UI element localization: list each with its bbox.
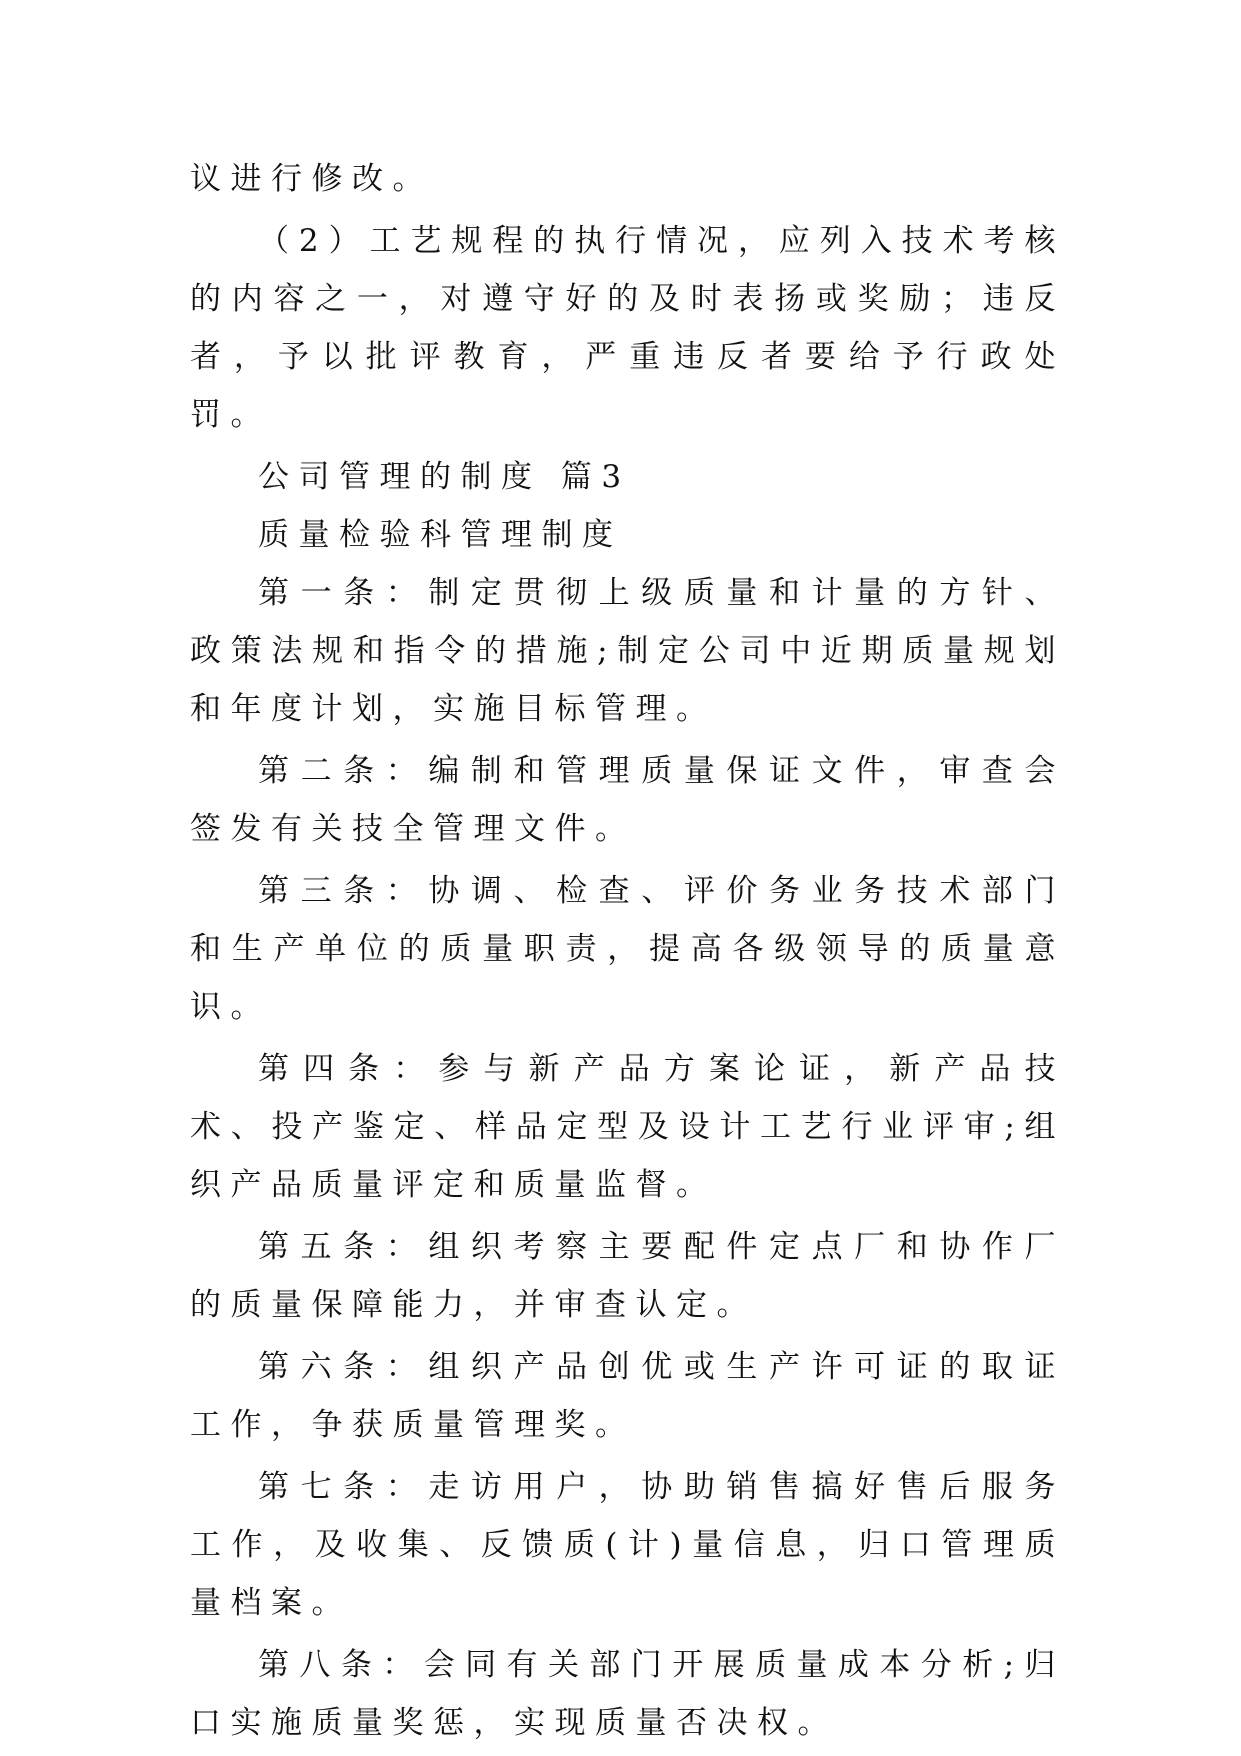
paragraph-continuation: 议进行修改。	[190, 161, 433, 197]
section-heading-company-rules: 公司管理的制度 篇3	[258, 459, 631, 495]
article-3: 第三条：协调、检查、评价务业务技术部门和生产单位的质量职责，提高各级领导的质量意识。	[190, 873, 1065, 1025]
article-2: 第二条：编制和管理质量保证文件，审查会签发有关技全管理文件。	[190, 753, 1065, 847]
section-title-quality-inspection: 质量检验科管理制度	[258, 517, 623, 553]
article-4: 第四条：参与新产品方案论证，新产品技术、投产鉴定、样品定型及设计工艺行业评审;组织产品质量评定和质量监督。	[190, 1051, 1065, 1203]
article-5: 第五条：组织考察主要配件定点厂和协作厂的质量保障能力，并审查认定。	[190, 1229, 1065, 1323]
document-body	[190, 150, 1065, 1756]
article-1: 第一条：制定贯彻上级质量和计量的方针、政策法规和指令的措施;制定公司中近期质量规划和年度计划，实施目标管理。	[190, 575, 1065, 727]
paragraph-process-execution: （2）工艺规程的执行情况，应列入技术考核的内容之一，对遵守好的及时表扬或奖励；违反者，予以批评教育，严重违反者要给予行政处罚。	[190, 223, 1065, 433]
article-8: 第八条：会同有关部门开展质量成本分析;归口实施质量奖惩，实现质量否决权。	[190, 1647, 1065, 1741]
article-7: 第七条：走访用户，协助销售搞好售后服务工作，及收集、反馈质(计)量信息，归口管理质量档案。	[190, 1469, 1065, 1621]
article-6: 第六条：组织产品创优或生产许可证的取证工作，争获质量管理奖。	[190, 1349, 1065, 1443]
